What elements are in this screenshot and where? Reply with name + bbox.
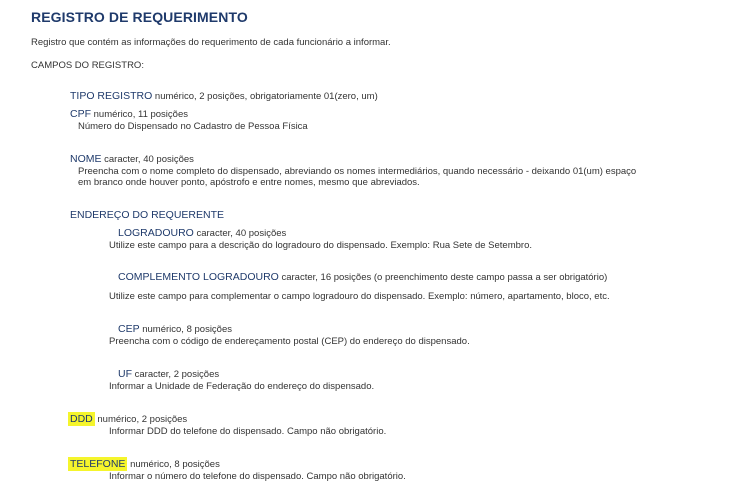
field-tipo-registro xyxy=(70,89,378,102)
field-spec: numérico, 11 posições xyxy=(91,109,188,120)
field-description: Utilize este campo para complementar o campo logradouro do dispensado. Exemplo: número, apartamento, bloco, etc. xyxy=(109,291,610,302)
field-telefone xyxy=(70,457,406,482)
field-description-line-1: Preencha com o nome completo do dispensado, abreviando os nomes intermediários, quando necessário - deixando 01(um) espaço xyxy=(78,166,637,177)
field-description: Preencha com o código de endereçamento postal (CEP) do endereço do dispensado. xyxy=(109,336,470,347)
field-spec: numérico, 8 posições xyxy=(139,324,233,335)
field-ddd xyxy=(70,412,386,437)
field-uf xyxy=(109,367,374,392)
field-name: UF xyxy=(118,368,132,380)
field-endereco xyxy=(70,208,224,221)
field-complemento xyxy=(109,270,610,302)
field-nome xyxy=(70,152,636,188)
field-spec: caracter, 40 posições xyxy=(193,228,287,239)
field-description-line-2: em branco onde houver ponto, apóstrofo e entre nomes, mesmo que abreviados. xyxy=(78,177,420,188)
field-name: ENDEREÇO DO REQUERENTE xyxy=(70,209,225,221)
field-spec: caracter, 40 posições xyxy=(101,154,194,165)
field-description: Número do Dispensado no Cadastro de Pessoa Física xyxy=(78,121,308,132)
field-name: CEP xyxy=(118,323,140,335)
field-description: Utilize este campo para a descrição do logradouro do dispensado. Exemplo: Rua Sete de Setembro. xyxy=(109,240,532,251)
section-label: CAMPOS DO REGISTRO: xyxy=(31,60,144,71)
field-spec: numérico, 2 posições xyxy=(94,414,188,425)
field-spec: caracter, 16 posições (o preenchimento deste campo passa a ser obrigatório) xyxy=(278,272,608,283)
field-logradouro xyxy=(109,226,532,251)
field-spec: numérico, 2 posições, obrigatoriamente 01(zero, um) xyxy=(152,91,378,102)
field-cep xyxy=(109,322,470,347)
field-name: NOME xyxy=(70,153,102,165)
field-name-highlighted: TELEFONE xyxy=(70,458,126,470)
page-title: REGISTRO DE REQUERIMENTO xyxy=(31,9,248,25)
field-name-highlighted: DDD xyxy=(70,413,93,425)
field-name: LOGRADOURO xyxy=(118,227,194,239)
field-name: COMPLEMENTO LOGRADOURO xyxy=(118,271,279,283)
field-cpf xyxy=(70,107,308,132)
field-name: TIPO REGISTRO xyxy=(70,90,153,102)
field-spec: numérico, 8 posições xyxy=(127,459,220,470)
field-name: CPF xyxy=(70,108,91,120)
field-spec: caracter, 2 posições xyxy=(132,369,220,380)
field-description: Informar a Unidade de Federação do endereço do dispensado. xyxy=(109,381,375,392)
intro-text: Registro que contém as informações do requerimento de cada funcionário a informar. xyxy=(31,37,391,48)
field-description: Informar DDD do telefone do dispensado. Campo não obrigatório. xyxy=(109,426,387,437)
field-description: Informar o número do telefone do dispensado. Campo não obrigatório. xyxy=(109,471,406,482)
